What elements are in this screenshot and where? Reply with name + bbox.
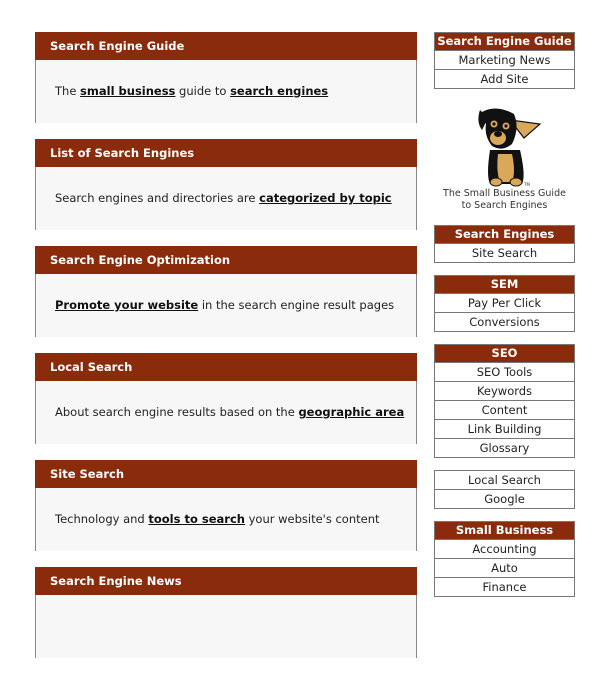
nav-seo xyxy=(434,344,575,458)
search-engines-link[interactable]: search engines xyxy=(230,84,329,98)
nav-item-conversions[interactable]: Conversions xyxy=(435,312,574,331)
nav-title[interactable]: Search Engines xyxy=(435,226,574,243)
caption-line: to Search Engines xyxy=(461,200,548,211)
section-search-engine-news xyxy=(35,567,417,658)
section-title: Local Search xyxy=(35,353,417,381)
section-title: Site Search xyxy=(35,460,417,488)
body-text: in the search engine result pages xyxy=(198,298,395,312)
nav-item-site-search[interactable]: Site Search xyxy=(435,243,574,262)
section-title: Search Engine Guide xyxy=(35,32,417,60)
categorized-by-topic-link[interactable]: categorized by topic xyxy=(259,191,392,205)
section-title: Search Engine News xyxy=(35,567,417,595)
promote-your-website-link[interactable]: Promote your website xyxy=(55,298,199,312)
nav-item-seo-tools[interactable]: SEO Tools xyxy=(435,362,574,381)
caption-line: The Small Business Guide xyxy=(443,188,566,199)
nav-title[interactable]: SEO xyxy=(435,345,574,362)
small-business-link[interactable]: small business xyxy=(80,84,176,98)
tools-to-search-link[interactable]: tools to search xyxy=(148,512,245,526)
nav-title[interactable]: SEM xyxy=(435,276,574,293)
body-text: The xyxy=(55,84,81,98)
nav-item-marketing-news[interactable]: Marketing News xyxy=(435,50,574,69)
section-body xyxy=(35,488,417,551)
nav-item-link-building[interactable]: Link Building xyxy=(435,419,574,438)
body-text: your website's content xyxy=(244,512,380,526)
nav-item-accounting[interactable]: Accounting xyxy=(435,539,574,558)
section-body xyxy=(35,381,417,444)
mascot xyxy=(434,89,575,225)
section-search-engine-optimization xyxy=(35,246,417,337)
nav-item-add-site[interactable]: Add Site xyxy=(435,69,574,88)
nav-local xyxy=(434,470,575,509)
nav-item-google[interactable]: Google xyxy=(435,489,574,508)
nav-search-engine-guide xyxy=(434,32,575,89)
nav-item-glossary[interactable]: Glossary xyxy=(435,438,574,457)
geographic-area-link[interactable]: geographic area xyxy=(298,405,405,419)
mascot-caption xyxy=(434,188,575,212)
section-body xyxy=(35,60,417,123)
nav-item-keywords[interactable]: Keywords xyxy=(435,381,574,400)
nav-sem xyxy=(434,275,575,332)
nav-item-pay-per-click[interactable]: Pay Per Click xyxy=(435,293,574,312)
body-text: Technology and xyxy=(55,512,149,526)
main-content xyxy=(35,32,417,674)
nav-item-content[interactable]: Content xyxy=(435,400,574,419)
trademark: TM xyxy=(524,182,530,187)
sidebar xyxy=(434,32,575,609)
nav-title[interactable]: Search Engine Guide xyxy=(435,33,574,50)
nav-item-local-search[interactable]: Local Search xyxy=(435,471,574,489)
nav-title[interactable]: Small Business xyxy=(435,522,574,539)
nav-small-business xyxy=(434,521,575,597)
section-local-search xyxy=(35,353,417,444)
section-list-of-search-engines xyxy=(35,139,417,230)
nav-item-auto[interactable]: Auto xyxy=(435,558,574,577)
body-text: guide to xyxy=(175,84,231,98)
section-title: List of Search Engines xyxy=(35,139,417,167)
nav-search-engines xyxy=(434,225,575,263)
body-text: About search engine results based on the xyxy=(55,405,299,419)
section-body xyxy=(35,595,417,658)
section-title: Search Engine Optimization xyxy=(35,246,417,274)
dog-mascot-icon xyxy=(476,106,542,188)
body-text: Search engines and directories are xyxy=(55,191,260,205)
nav-item-finance[interactable]: Finance xyxy=(435,577,574,596)
section-body xyxy=(35,167,417,230)
section-search-engine-guide xyxy=(35,32,417,123)
section-body xyxy=(35,274,417,337)
section-site-search xyxy=(35,460,417,551)
